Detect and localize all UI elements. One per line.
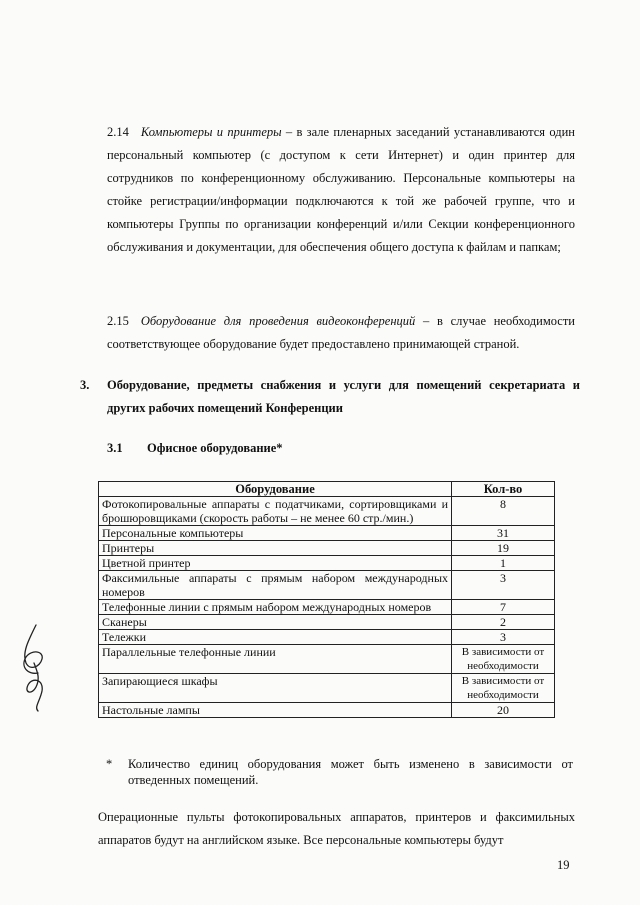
page-number: 19 [557, 858, 570, 872]
equipment-quantity: 2 [452, 615, 555, 630]
subsection-number: 3.1 [107, 441, 123, 455]
equipment-quantity: 3 [452, 630, 555, 645]
section-title: Оборудование, предметы снабжения и услуги для помещений секретариата и других рабочих помещений Конференции [107, 378, 580, 415]
paragraph-number: 2.15 [107, 314, 129, 328]
closing-paragraph [98, 806, 575, 852]
equipment-table [98, 481, 555, 718]
table-row [99, 571, 555, 600]
equipment-quantity: 20 [452, 703, 555, 718]
section-number: 3. [80, 378, 90, 392]
footnote-mark: * [106, 757, 113, 771]
table-row [99, 645, 555, 674]
table-row [99, 541, 555, 556]
equipment-name: Персональные компьютеры [99, 526, 452, 541]
paragraph-text: – в зале пленарных заседаний устанавливаются один персональный компьютер (с доступом к сети Интернет) и один принтер для сотрудников по конференционному обслуживанию. Персональные компьютеры на стойке регистрации/информации подключаются к той же рабочей группе, что и компьютеры Группы по организации конференций и/или Секции конференционного обслуживания и документации, для обеспечения общего доступа к файлам и папкам; [107, 125, 575, 254]
equipment-name: Параллельные телефонные линии [99, 645, 452, 674]
table-row [99, 556, 555, 571]
equipment-name: Факсимильные аппараты с прямым набором международных номеров [99, 571, 452, 600]
closing-paragraph-text: Операционные пульты фотокопировальных аппаратов, принтеров и факсимильных аппаратов будут на английском языке. Все персональные компьютеры будут [98, 810, 575, 847]
paragraph-2-14 [107, 121, 575, 259]
table-header-row [99, 482, 555, 497]
equipment-quantity: 1 [452, 556, 555, 571]
column-header-quantity: Кол-во [452, 482, 555, 497]
equipment-quantity: 19 [452, 541, 555, 556]
equipment-name: Фотокопировальные аппараты с податчиками, сортировщиками и брошюровщиками (скорость работы – не менее 60 стр./мин.) [99, 497, 452, 526]
table-row [99, 615, 555, 630]
equipment-quantity: В зависимости от необходимости [452, 645, 555, 674]
equipment-name: Настольные лампы [99, 703, 452, 718]
equipment-quantity: 31 [452, 526, 555, 541]
paragraph-title: Оборудование для проведения видеоконференций [140, 314, 416, 328]
equipment-quantity: В зависимости от необходимости [452, 674, 555, 703]
paragraph-text: – в случае необходимости соответствующее оборудование будет предоставлено принимающей страной. [107, 314, 575, 351]
footnote-text: Количество единиц оборудования может быть изменено в зависимости от отведенных помещений. [128, 757, 573, 787]
column-header-equipment: Оборудование [99, 482, 452, 497]
table-row [99, 630, 555, 645]
equipment-name: Цветной принтер [99, 556, 452, 571]
equipment-quantity: 3 [452, 571, 555, 600]
equipment-quantity: 8 [452, 497, 555, 526]
paragraph-number: 2.14 [107, 125, 129, 139]
equipment-name: Сканеры [99, 615, 452, 630]
equipment-name: Телефонные линии с прямым набором международных номеров [99, 600, 452, 615]
table-row [99, 674, 555, 703]
table-row [99, 600, 555, 615]
equipment-name: Принтеры [99, 541, 452, 556]
subsection-title: Офисное оборудование* [147, 441, 283, 455]
paragraph-title: Компьютеры и принтеры [140, 125, 282, 139]
equipment-quantity: 7 [452, 600, 555, 615]
table-row [99, 526, 555, 541]
table-row [99, 703, 555, 718]
equipment-name: Запирающиеся шкафы [99, 674, 452, 703]
handwritten-signature [14, 623, 54, 713]
table-row [99, 497, 555, 526]
equipment-name: Тележки [99, 630, 452, 645]
paragraph-2-15 [107, 310, 575, 356]
subsection-3-1-heading [107, 441, 283, 456]
